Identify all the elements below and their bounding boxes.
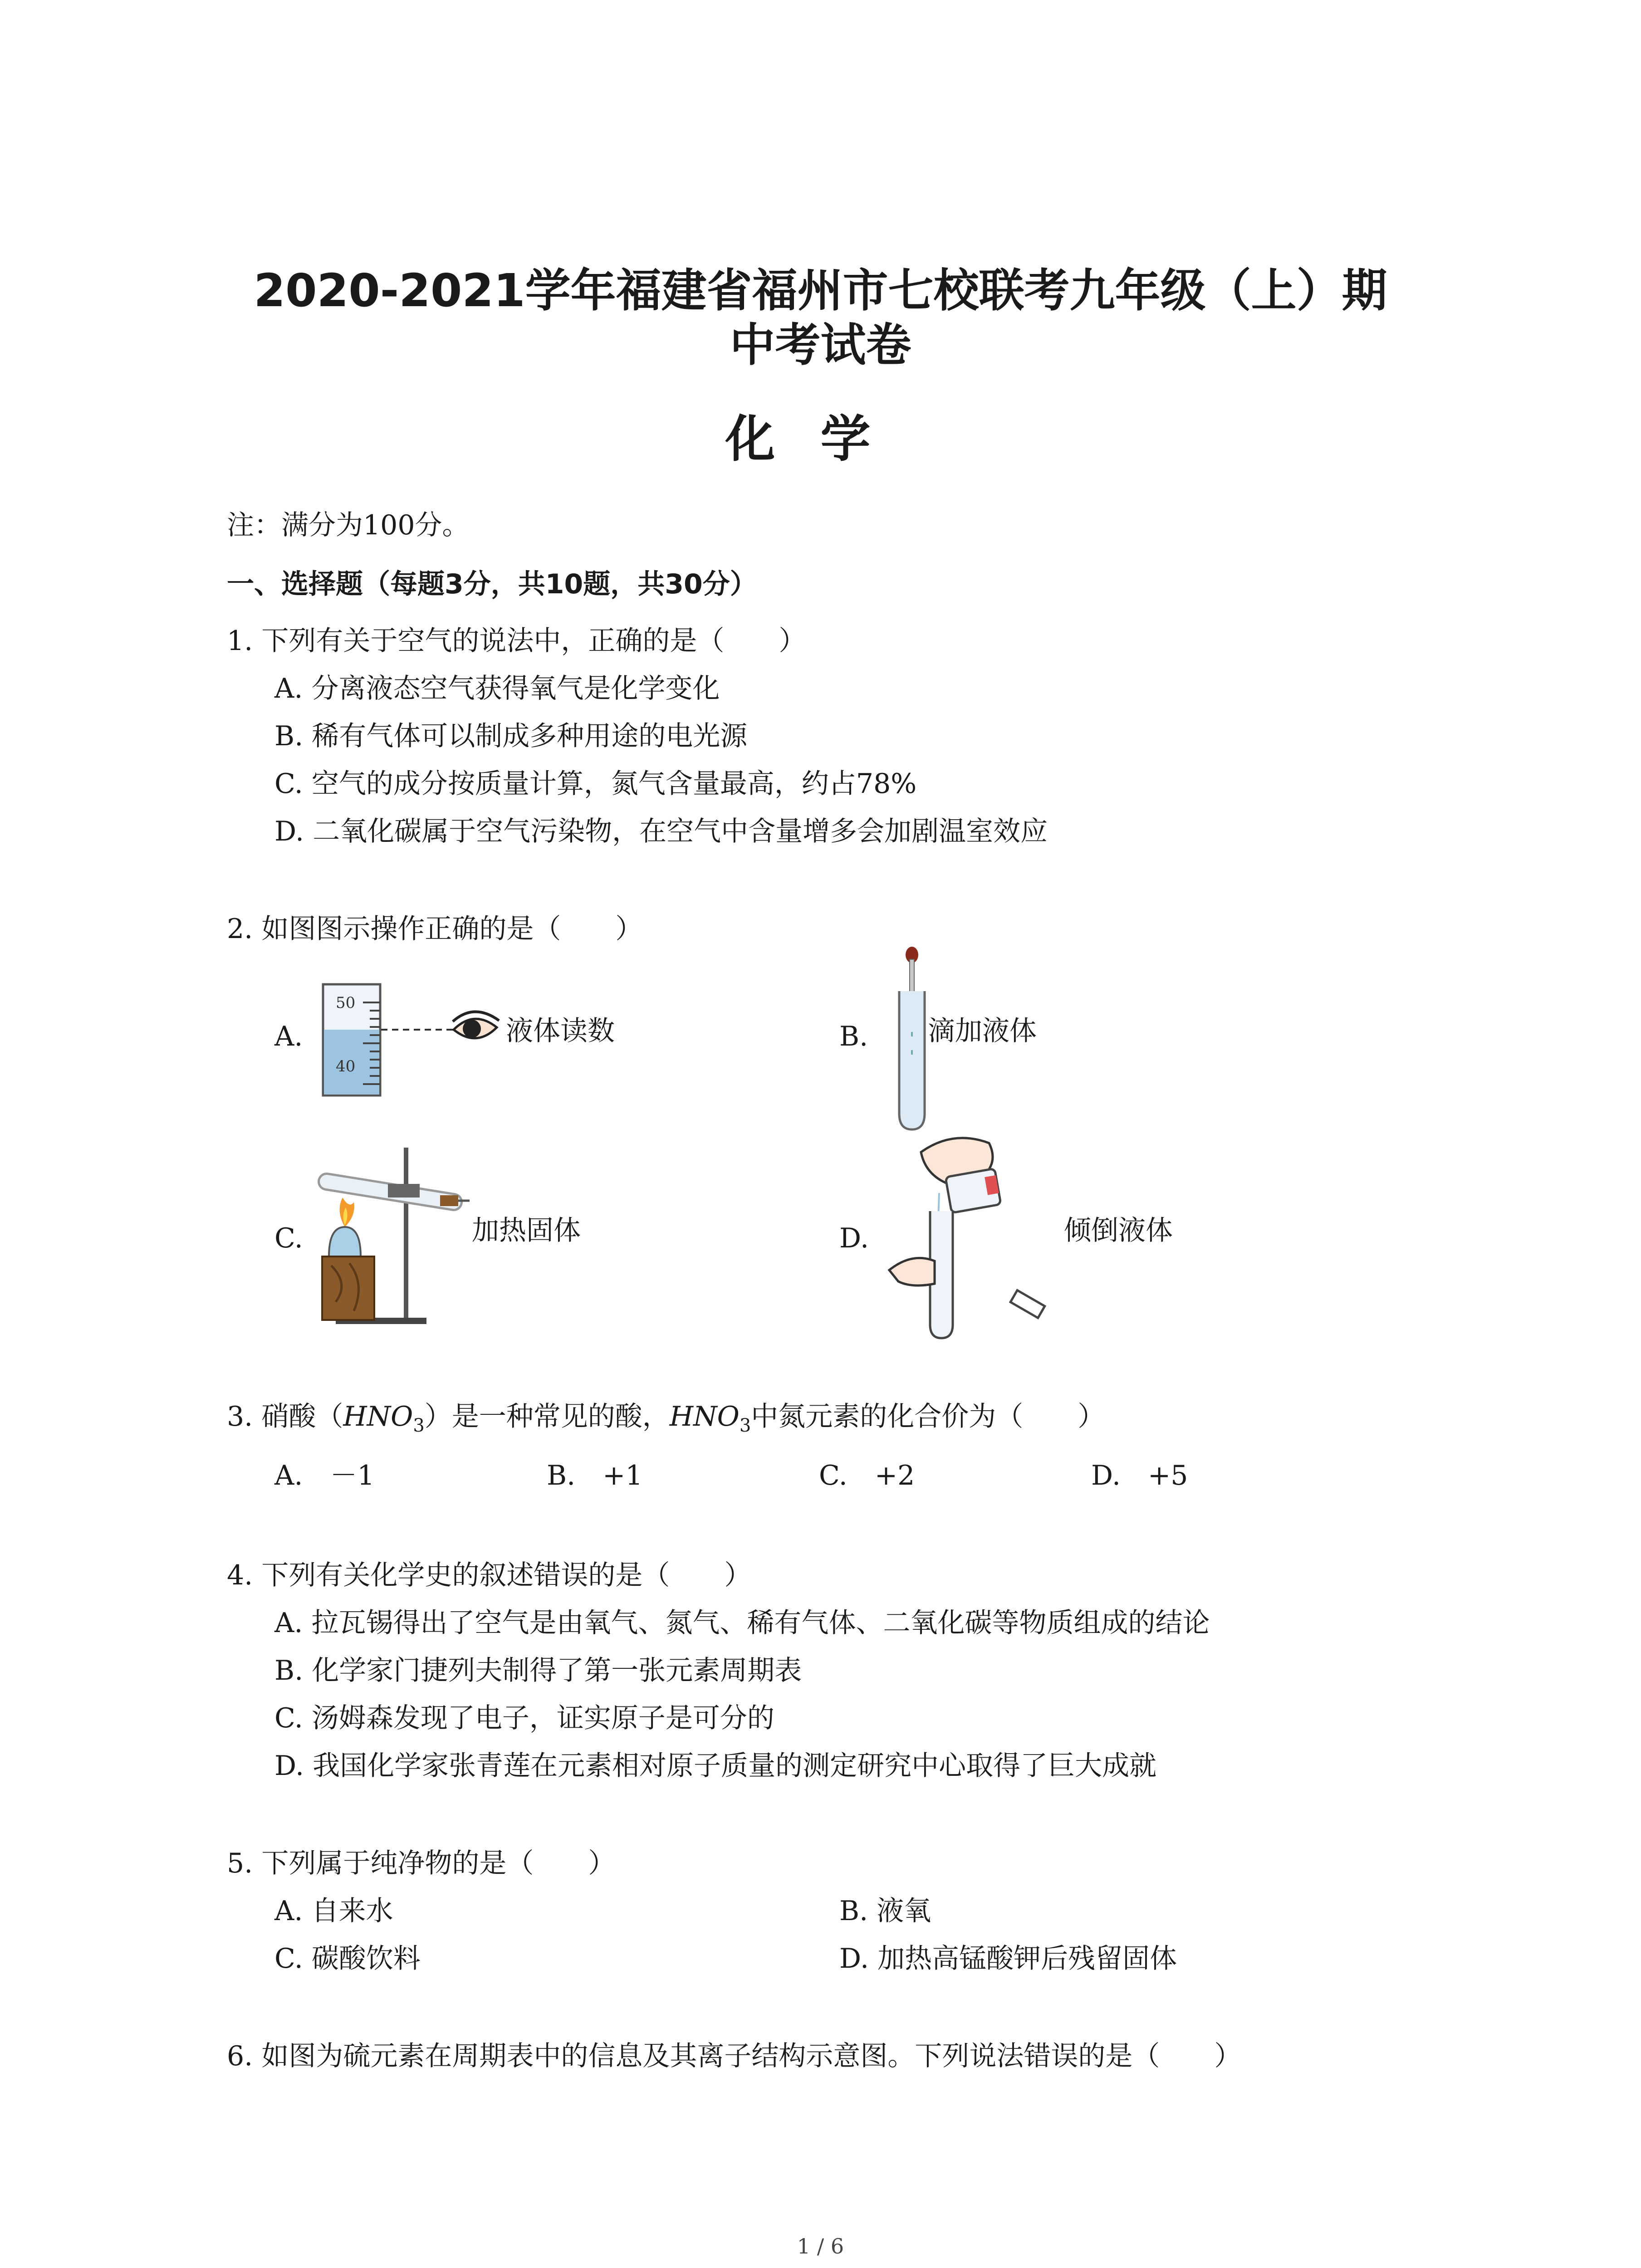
cylinder-mark-50: 50 — [336, 994, 356, 1012]
eye-icon — [453, 1012, 499, 1038]
q3-stem-post: 中氮元素的化合价为（ ） — [751, 1401, 1105, 1432]
page-number: 1 / 6 — [797, 2234, 844, 2258]
q5-option-c: C. 碳酸饮料 — [274, 1943, 421, 1975]
section-heading: 一、选择题（每题3分，共10题，共30分） — [227, 568, 757, 600]
q2-option-b-letter: B. — [839, 1021, 868, 1052]
title-line-2: 中考试卷 — [730, 318, 911, 371]
q3-formula-2-sub: 3 — [739, 1415, 751, 1436]
q6-stem: 6. 如图为硫元素在周期表中的信息及其离子结构示意图。下列说法错误的是（ ） — [227, 2040, 1242, 2072]
note: 注：满分为100分。 — [227, 509, 470, 541]
q1-stem: 1. 下列有关于空气的说法中，正确的是（ ） — [227, 625, 806, 657]
q2-option-c-letter: C. — [274, 1222, 303, 1254]
pouring-liquid-figure — [885, 1125, 1075, 1343]
q3-formula-2: HNO — [669, 1401, 740, 1432]
q4-stem: 4. 下列有关化学史的叙述错误的是（ ） — [227, 1559, 752, 1591]
q4-option-d: D. 我国化学家张青莲在元素相对原子质量的测定研究中心取得了巨大成就 — [274, 1750, 1157, 1782]
flame-icon — [340, 1198, 354, 1227]
q1-option-d: D. 二氧化碳属于空气污染物，在空气中含量增多会加剧温室效应 — [274, 816, 1048, 847]
q1-option-a: A. 分离液态空气获得氧气是化学变化 — [274, 673, 720, 704]
q3-stem-pre: 3. 硝酸（ — [227, 1401, 343, 1432]
q2-option-a-caption: 液体读数 — [506, 1015, 615, 1047]
q3-option-c: C. +2 — [819, 1460, 915, 1491]
q5-option-b: B. 液氧 — [839, 1895, 931, 1927]
q2-stem: 2. 如图图示操作正确的是（ ） — [227, 913, 643, 945]
q5-option-d: D. 加热高锰酸钾后残留固体 — [839, 1943, 1177, 1975]
cylinder-mark-40: 40 — [336, 1057, 356, 1075]
q5-stem: 5. 下列属于纯净物的是（ ） — [227, 1848, 616, 1879]
subject-heading: 化学 — [725, 410, 916, 468]
q3-option-d: D. +5 — [1091, 1460, 1188, 1491]
q3-formula-1: HNO — [343, 1401, 413, 1432]
q4-option-c: C. 汤姆森发现了电子，证实原子是可分的 — [274, 1702, 774, 1734]
q1-option-b: B. 稀有气体可以制成多种用途的电光源 — [274, 720, 748, 752]
q5-option-a: A. 自来水 — [274, 1895, 393, 1927]
q4-option-b: B. 化学家门捷列夫制得了第一张元素周期表 — [274, 1655, 802, 1686]
q2-option-a-letter: A. — [274, 1021, 303, 1052]
q2-option-d-letter: D. — [839, 1222, 869, 1254]
title-line-1: 2020-2021学年福建省福州市七校联考九年级（上）期 — [254, 264, 1387, 317]
q3-stem — [227, 1395, 1105, 1436]
q2-option-d-caption: 倾倒液体 — [1064, 1215, 1173, 1246]
graduated-cylinder-figure — [318, 984, 508, 1102]
q1-option-c: C. 空气的成分按质量计算，氮气含量最高，约占78% — [274, 768, 917, 800]
q2-option-c-caption: 加热固体 — [472, 1215, 581, 1246]
q3-option-b: B. +1 — [547, 1460, 643, 1491]
q2-option-b-caption: 滴加液体 — [928, 1015, 1037, 1047]
q3-option-a: A. －1 — [274, 1460, 375, 1491]
heating-apparatus-figure — [318, 1148, 472, 1329]
q4-option-a: A. 拉瓦锡得出了空气是由氧气、氮气、稀有气体、二氧化碳等物质组成的结论 — [274, 1607, 1210, 1639]
q3-stem-mid: ）是一种常见的酸， — [424, 1401, 670, 1432]
q3-formula-1-sub: 3 — [413, 1415, 425, 1436]
